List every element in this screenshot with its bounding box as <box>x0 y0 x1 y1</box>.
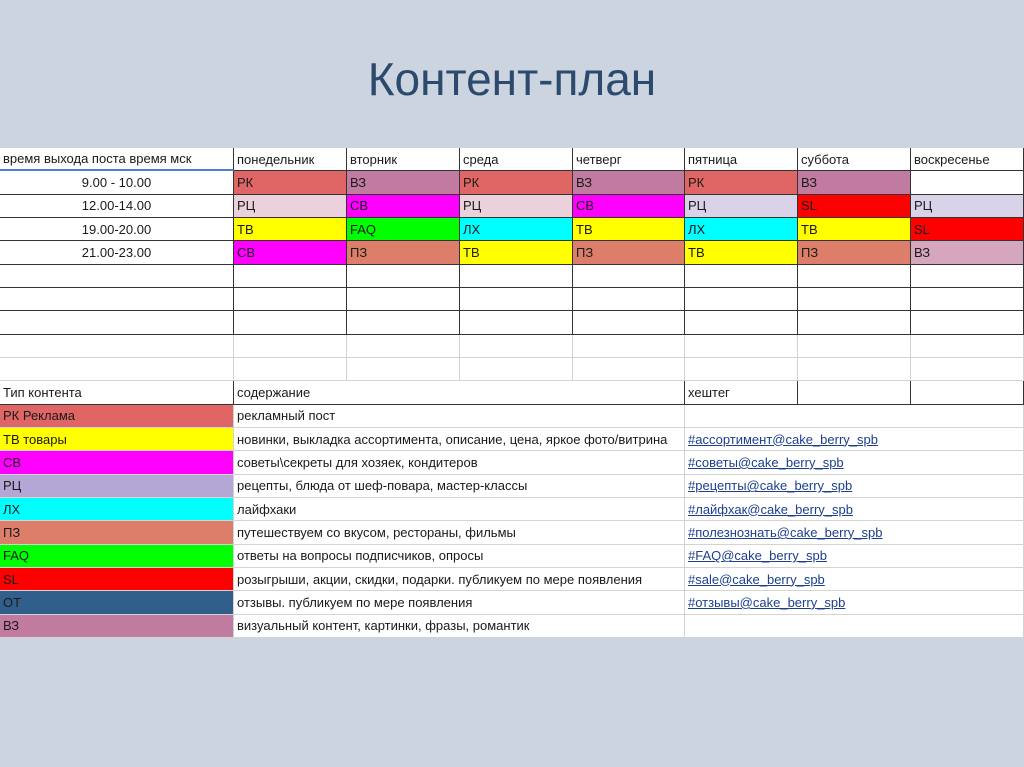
empty-cell[interactable] <box>460 335 573 358</box>
legend-desc[interactable]: рецепты, блюда от шеф-повара, мастер-классы <box>234 475 685 498</box>
legend-code[interactable]: РК Реклама <box>0 405 234 428</box>
legend-desc[interactable]: путешествуем со вкусом, рестораны, фильмы <box>234 521 685 544</box>
empty-cell[interactable] <box>347 335 460 358</box>
empty-cell[interactable] <box>234 358 347 381</box>
empty-cell[interactable] <box>798 265 911 288</box>
empty-cell[interactable] <box>0 311 234 334</box>
empty-cell[interactable] <box>460 265 573 288</box>
legend-hashtag[interactable]: #лайфхак@cake_berry_spb <box>685 498 1024 521</box>
empty-cell[interactable] <box>347 358 460 381</box>
empty-cell[interactable] <box>685 358 798 381</box>
schedule-cell[interactable]: РК <box>685 171 798 194</box>
schedule-cell[interactable]: ТВ <box>573 218 685 241</box>
empty-cell[interactable] <box>234 288 347 311</box>
empty-cell[interactable] <box>573 335 685 358</box>
empty-cell[interactable] <box>0 335 234 358</box>
legend-hashtag[interactable]: #FAQ@cake_berry_spb <box>685 545 1024 568</box>
schedule-cell[interactable]: SL <box>798 195 911 218</box>
schedule-cell[interactable]: SL <box>911 218 1024 241</box>
schedule-cell[interactable]: ТВ <box>234 218 347 241</box>
header-day[interactable]: понедельник <box>234 148 347 171</box>
legend-hashtag-header[interactable]: хештег <box>685 381 798 404</box>
empty-cell[interactable] <box>911 335 1024 358</box>
empty-cell[interactable] <box>798 311 911 334</box>
schedule-cell[interactable]: РЦ <box>911 195 1024 218</box>
empty-cell[interactable] <box>798 335 911 358</box>
empty-cell[interactable] <box>0 265 234 288</box>
legend-content-header[interactable]: содержание <box>234 381 685 404</box>
legend-code[interactable]: ЛХ <box>0 498 234 521</box>
schedule-cell[interactable]: ВЗ <box>798 171 911 194</box>
empty-cell[interactable] <box>573 311 685 334</box>
empty-cell[interactable] <box>911 288 1024 311</box>
schedule-cell[interactable]: ПЗ <box>798 241 911 264</box>
schedule-cell[interactable]: РЦ <box>234 195 347 218</box>
time-cell[interactable]: 12.00-14.00 <box>0 195 234 218</box>
schedule-cell[interactable]: ТВ <box>685 241 798 264</box>
header-day[interactable]: четверг <box>573 148 685 171</box>
empty-cell[interactable] <box>685 311 798 334</box>
legend-code[interactable]: FAQ <box>0 545 234 568</box>
schedule-cell[interactable]: ВЗ <box>911 241 1024 264</box>
schedule-cell[interactable]: FAQ <box>347 218 460 241</box>
schedule-cell[interactable] <box>911 171 1024 194</box>
empty-cell[interactable] <box>573 288 685 311</box>
empty-cell[interactable] <box>911 311 1024 334</box>
schedule-cell[interactable]: СВ <box>234 241 347 264</box>
schedule-cell[interactable]: РК <box>460 171 573 194</box>
spreadsheet <box>0 148 1024 638</box>
empty-cell[interactable] <box>347 265 460 288</box>
empty-cell[interactable] <box>460 311 573 334</box>
header-day[interactable]: пятница <box>685 148 798 171</box>
legend-hashtag[interactable]: #рецепты@cake_berry_spb <box>685 475 1024 498</box>
legend-desc[interactable]: рекламный пост <box>234 405 685 428</box>
legend-hashtag[interactable] <box>685 615 1024 638</box>
legend-hashtag[interactable]: #полезнознать@cake_berry_spb <box>685 521 1024 544</box>
legend-desc[interactable]: лайфхаки <box>234 498 685 521</box>
header-day[interactable]: воскресенье <box>911 148 1024 171</box>
legend-desc[interactable]: визуальный контент, картинки, фразы, романтик <box>234 615 685 638</box>
empty-cell[interactable] <box>0 288 234 311</box>
legend-code[interactable]: SL <box>0 568 234 591</box>
schedule-cell[interactable]: ЛХ <box>685 218 798 241</box>
legend-code[interactable]: ТВ товары <box>0 428 234 451</box>
schedule-cell[interactable]: РЦ <box>460 195 573 218</box>
schedule-cell[interactable]: ВЗ <box>347 171 460 194</box>
empty-cell[interactable] <box>460 288 573 311</box>
empty-cell[interactable] <box>234 335 347 358</box>
empty-cell[interactable] <box>911 381 1024 404</box>
empty-cell[interactable] <box>798 288 911 311</box>
legend-desc[interactable]: отзывы. публикуем по мере появления <box>234 591 685 614</box>
empty-cell[interactable] <box>347 288 460 311</box>
schedule-cell[interactable]: ТВ <box>798 218 911 241</box>
empty-cell[interactable] <box>685 335 798 358</box>
schedule-cell[interactable]: ПЗ <box>573 241 685 264</box>
empty-cell[interactable] <box>685 288 798 311</box>
empty-cell[interactable] <box>798 381 911 404</box>
empty-cell[interactable] <box>347 311 460 334</box>
schedule-cell[interactable]: РЦ <box>685 195 798 218</box>
header-day[interactable]: суббота <box>798 148 911 171</box>
time-cell[interactable]: 19.00-20.00 <box>0 218 234 241</box>
schedule-cell[interactable]: СВ <box>347 195 460 218</box>
slide-title: Контент-план <box>367 53 657 105</box>
header-time[interactable]: время выхода поста время мск <box>0 148 234 171</box>
legend-hashtag[interactable]: #советы@cake_berry_spb <box>685 451 1024 474</box>
legend-hashtag[interactable]: #sale@cake_berry_spb <box>685 568 1024 591</box>
schedule-cell[interactable]: ВЗ <box>573 171 685 194</box>
legend-desc[interactable]: советы\секреты для хозяек, кондитеров <box>234 451 685 474</box>
legend-code[interactable]: ВЗ <box>0 615 234 638</box>
time-cell[interactable]: 21.00-23.00 <box>0 241 234 264</box>
schedule-cell[interactable]: ТВ <box>460 241 573 264</box>
schedule-cell[interactable]: РК <box>234 171 347 194</box>
time-cell[interactable]: 9.00 - 10.00 <box>0 171 234 194</box>
legend-code[interactable]: РЦ <box>0 475 234 498</box>
empty-cell[interactable] <box>460 358 573 381</box>
empty-cell[interactable] <box>911 265 1024 288</box>
legend-hashtag[interactable]: #отзывы@cake_berry_spb <box>685 591 1024 614</box>
legend-hashtag[interactable] <box>685 405 1024 428</box>
schedule-cell[interactable]: ПЗ <box>347 241 460 264</box>
empty-cell[interactable] <box>234 311 347 334</box>
empty-cell[interactable] <box>234 265 347 288</box>
legend-hashtag[interactable]: #ассортимент@cake_berry_spb <box>685 428 1024 451</box>
spreadsheet-grid <box>0 148 1024 638</box>
empty-cell[interactable] <box>573 265 685 288</box>
legend-desc[interactable]: новинки, выкладка ассортимента, описание, цена, яркое фото/витрина <box>234 428 685 451</box>
legend-desc[interactable]: розыгрыши, акции, скидки, подарки. публикуем по мере появления <box>234 568 685 591</box>
empty-cell[interactable] <box>0 358 234 381</box>
empty-cell[interactable] <box>573 358 685 381</box>
header-day[interactable]: среда <box>460 148 573 171</box>
legend-type-header[interactable]: Тип контента <box>0 381 234 404</box>
schedule-cell[interactable]: СВ <box>573 195 685 218</box>
legend-desc[interactable]: ответы на вопросы подписчиков, опросы <box>234 545 685 568</box>
empty-cell[interactable] <box>911 358 1024 381</box>
legend-code[interactable]: ОТ <box>0 591 234 614</box>
empty-cell[interactable] <box>798 358 911 381</box>
legend-code[interactable]: ПЗ <box>0 521 234 544</box>
schedule-cell[interactable]: ЛХ <box>460 218 573 241</box>
legend-code[interactable]: СВ <box>0 451 234 474</box>
header-day[interactable]: вторник <box>347 148 460 171</box>
empty-cell[interactable] <box>685 265 798 288</box>
